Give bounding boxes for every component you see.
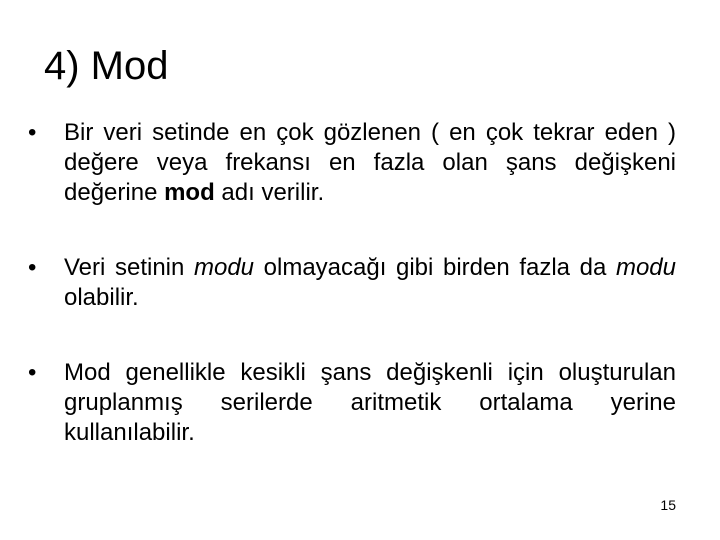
bullet-item-multiple-modes — [28, 253, 676, 313]
bullet-marker: • — [28, 119, 37, 146]
bullet-marker: • — [28, 359, 37, 386]
page-number: 15 — [660, 497, 676, 513]
bullet-list — [28, 118, 676, 448]
bullet-text: Veri setinin — [64, 254, 194, 281]
bullet-text-end: adı verilir. — [214, 179, 325, 206]
italic-term: modu — [615, 254, 676, 281]
slide-title: 4) Mod — [44, 44, 169, 88]
bullet-text-middle: olmayacağı gibi birden fazla da — [254, 254, 616, 281]
bullet-item-mod-usage — [28, 358, 676, 448]
bullet-marker: • — [28, 254, 37, 281]
bullet-item-mod-definition — [28, 118, 676, 208]
italic-term: modu — [193, 254, 255, 281]
bullet-text: Mod genellikle kesikli şans değişkenli için oluşturulan gruplanmış serilerde aritmetik ortalama yerine kullanılabilir. — [64, 359, 676, 446]
bold-term: mod — [164, 179, 215, 206]
bullet-text-end: olabilir. — [64, 284, 139, 311]
bullet-text: Bir veri setinde en çok gözlenen ( en çok tekrar eden ) değere veya frekansı en fazla olan şans değişkeni değerine — [64, 119, 676, 206]
